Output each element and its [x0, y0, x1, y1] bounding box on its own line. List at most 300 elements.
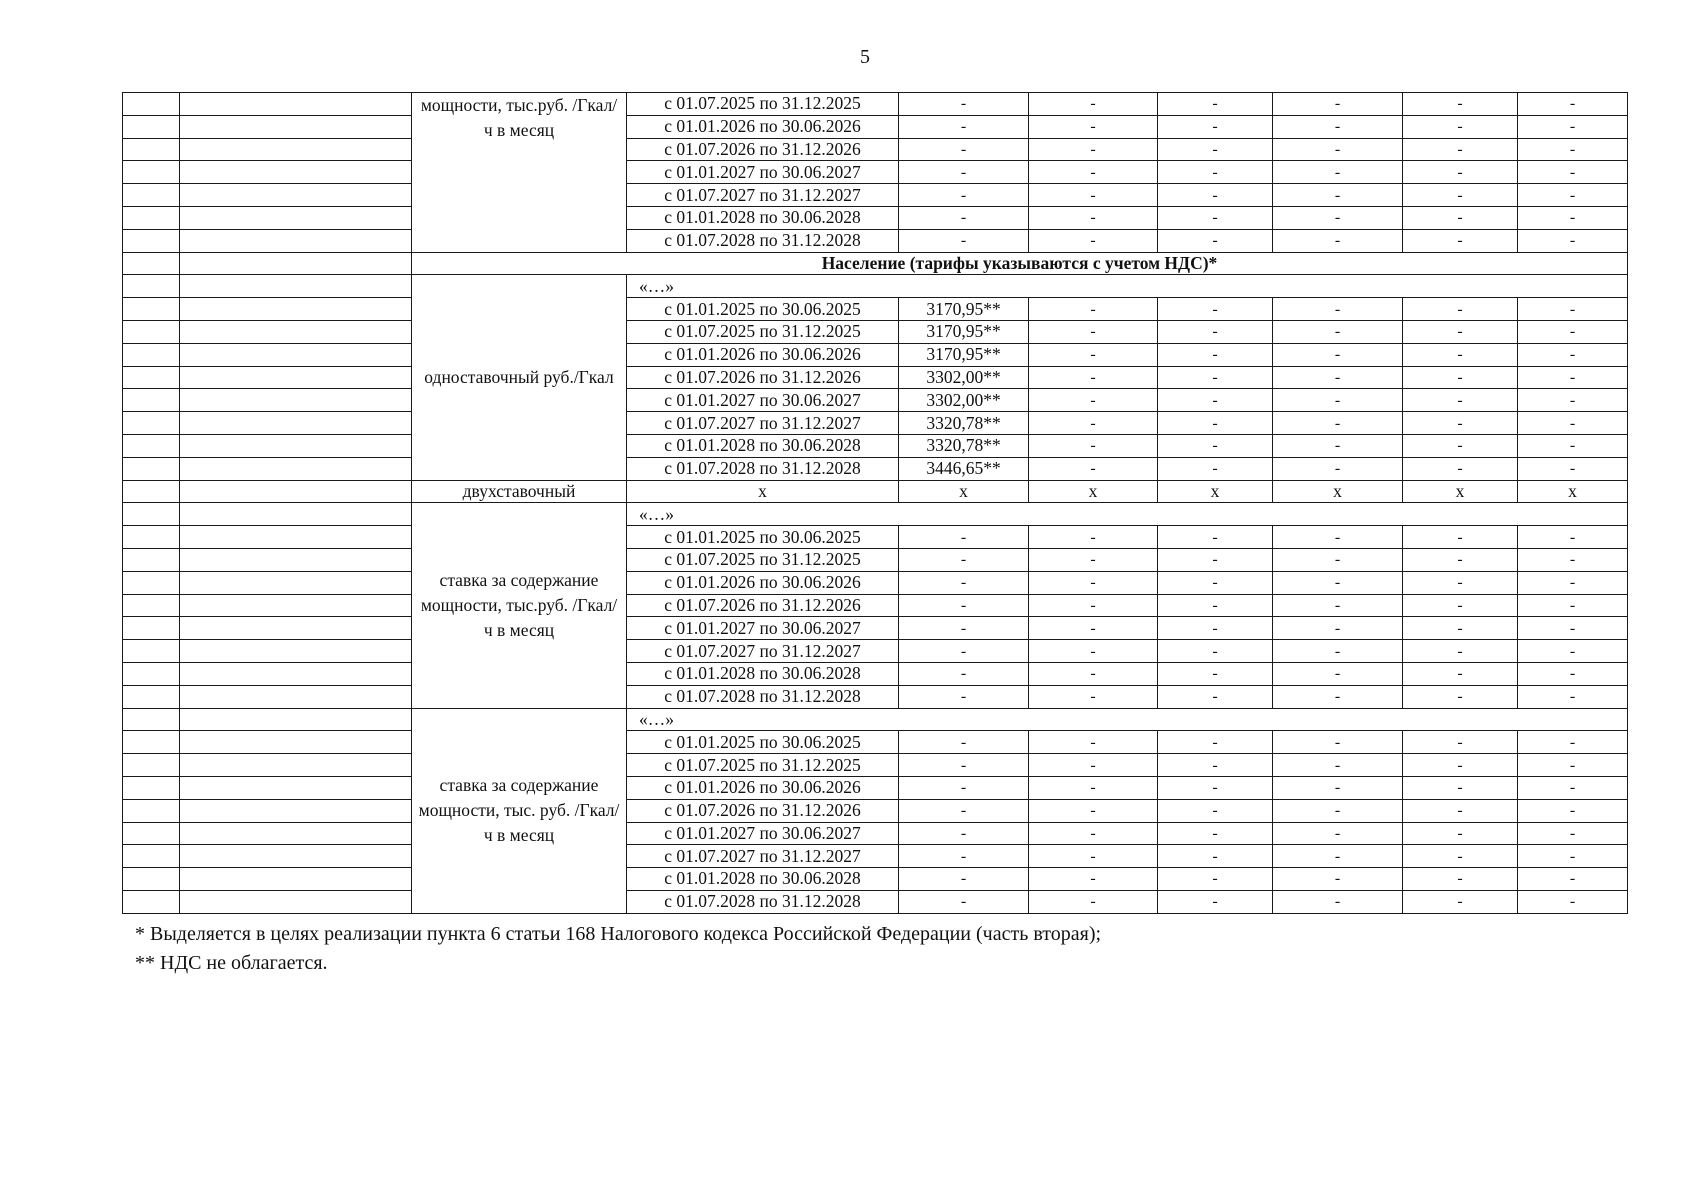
empty-value-cell: - — [1158, 343, 1273, 366]
empty-value-cell: - — [1518, 731, 1628, 754]
number-cell — [123, 275, 180, 298]
empty-value-cell: - — [1403, 184, 1518, 207]
empty-value-cell: - — [1403, 161, 1518, 184]
table-row — [123, 412, 1628, 435]
number-cell — [123, 115, 180, 138]
empty-value-cell: - — [1029, 184, 1158, 207]
number-cell — [123, 206, 180, 229]
empty-value-cell: - — [1273, 754, 1403, 777]
organization-cell — [180, 115, 412, 138]
empty-value-cell: - — [1029, 571, 1158, 594]
empty-value-cell: - — [1273, 845, 1403, 868]
empty-value-cell: - — [899, 868, 1029, 891]
empty-value-cell: - — [1518, 93, 1628, 116]
empty-value-cell: - — [1403, 138, 1518, 161]
number-cell — [123, 640, 180, 663]
empty-value-cell: - — [899, 662, 1029, 685]
empty-value-cell: - — [1273, 206, 1403, 229]
empty-value-cell: - — [1273, 890, 1403, 913]
number-cell — [123, 161, 180, 184]
empty-value-cell: - — [1403, 115, 1518, 138]
table-row — [123, 275, 1628, 298]
empty-value-cell: - — [899, 184, 1029, 207]
empty-value-cell: - — [1273, 115, 1403, 138]
number-cell — [123, 184, 180, 207]
empty-value-cell: - — [1158, 845, 1273, 868]
organization-cell — [180, 412, 412, 435]
empty-value-cell: - — [1518, 776, 1628, 799]
period-cell: с 01.07.2028 по 31.12.2028 — [627, 229, 899, 252]
period-cell: с 01.07.2026 по 31.12.2026 — [627, 594, 899, 617]
organization-cell — [180, 845, 412, 868]
empty-value-cell: - — [1273, 776, 1403, 799]
category-cell: ставка за содержание мощности, тыс. руб. /Гкал/ч в месяц — [412, 708, 627, 913]
section-title: Население (тарифы указываются с учетом НДС)* — [412, 252, 1628, 275]
empty-value-cell: - — [1029, 434, 1158, 457]
empty-value-cell: - — [1273, 93, 1403, 116]
empty-value-cell: - — [1029, 617, 1158, 640]
empty-value-cell: - — [899, 845, 1029, 868]
empty-value-cell: - — [1403, 571, 1518, 594]
organization-cell — [180, 434, 412, 457]
empty-value-cell: - — [1029, 389, 1158, 412]
empty-value-cell: - — [1158, 526, 1273, 549]
number-cell — [123, 822, 180, 845]
empty-value-cell: - — [1029, 776, 1158, 799]
empty-value-cell: - — [1273, 298, 1403, 321]
number-cell — [123, 731, 180, 754]
period-cell: с 01.01.2028 по 30.06.2028 — [627, 434, 899, 457]
empty-value-cell: - — [1518, 548, 1628, 571]
page-number: 5 — [860, 46, 870, 68]
organization-cell — [180, 252, 412, 275]
footnote-vat: * Выделяется в целях реализации пункта 6 статьи 168 Налогового кодекса Российской Федерации (часть вторая); — [135, 923, 1102, 945]
empty-value-cell: - — [1273, 731, 1403, 754]
empty-value-cell: - — [1518, 434, 1628, 457]
organization-cell — [180, 890, 412, 913]
empty-value-cell: - — [1518, 526, 1628, 549]
empty-value-cell: - — [1029, 754, 1158, 777]
organization-cell — [180, 822, 412, 845]
empty-value-cell: - — [1403, 822, 1518, 845]
empty-value-cell: - — [1403, 799, 1518, 822]
organization-cell — [180, 298, 412, 321]
empty-value-cell: - — [1029, 138, 1158, 161]
empty-value-cell: - — [1403, 890, 1518, 913]
tariff-value-cell: 3170,95** — [899, 343, 1029, 366]
number-cell — [123, 754, 180, 777]
empty-value-cell: - — [1158, 93, 1273, 116]
not-applicable-cell: x — [1029, 480, 1158, 503]
organization-cell — [180, 93, 412, 116]
empty-value-cell: - — [1403, 93, 1518, 116]
empty-value-cell: - — [1273, 412, 1403, 435]
empty-value-cell: - — [1273, 640, 1403, 663]
empty-value-cell: - — [1403, 434, 1518, 457]
number-cell — [123, 799, 180, 822]
not-applicable-cell: x — [1158, 480, 1273, 503]
empty-value-cell: - — [1403, 320, 1518, 343]
empty-value-cell: - — [1518, 754, 1628, 777]
table-row — [123, 184, 1628, 207]
empty-value-cell: - — [899, 640, 1029, 663]
period-cell: с 01.01.2025 по 30.06.2025 — [627, 526, 899, 549]
number-cell — [123, 617, 180, 640]
organization-cell — [180, 731, 412, 754]
empty-value-cell: - — [1158, 138, 1273, 161]
organization-cell — [180, 457, 412, 480]
empty-value-cell: - — [1158, 184, 1273, 207]
number-cell — [123, 845, 180, 868]
section-header-row — [123, 252, 1628, 275]
period-cell: с 01.01.2027 по 30.06.2027 — [627, 822, 899, 845]
organization-cell — [180, 366, 412, 389]
organization-cell — [180, 548, 412, 571]
empty-value-cell: - — [1273, 822, 1403, 845]
empty-value-cell: - — [1273, 229, 1403, 252]
empty-value-cell: - — [1403, 548, 1518, 571]
organization-cell — [180, 138, 412, 161]
empty-value-cell: - — [1403, 366, 1518, 389]
empty-value-cell: - — [1518, 206, 1628, 229]
number-cell — [123, 389, 180, 412]
ellipsis-cell: «…» — [627, 503, 1628, 526]
empty-value-cell: - — [1273, 161, 1403, 184]
empty-value-cell: - — [1158, 776, 1273, 799]
table-row — [123, 845, 1628, 868]
empty-value-cell: - — [899, 617, 1029, 640]
empty-value-cell: - — [1158, 868, 1273, 891]
table-row — [123, 138, 1628, 161]
table-row — [123, 594, 1628, 617]
table-row — [123, 434, 1628, 457]
category-cell: двухставочный — [412, 480, 627, 503]
table-row — [123, 799, 1628, 822]
empty-value-cell: - — [1029, 526, 1158, 549]
empty-value-cell: - — [899, 138, 1029, 161]
empty-value-cell: - — [899, 754, 1029, 777]
empty-value-cell: - — [1158, 822, 1273, 845]
empty-value-cell: - — [1158, 548, 1273, 571]
empty-value-cell: - — [1158, 594, 1273, 617]
tariff-table — [122, 92, 1628, 914]
empty-value-cell: - — [1403, 617, 1518, 640]
number-cell — [123, 93, 180, 116]
table-row — [123, 343, 1628, 366]
number-cell — [123, 526, 180, 549]
organization-cell — [180, 617, 412, 640]
empty-value-cell: - — [899, 161, 1029, 184]
empty-value-cell: - — [1403, 298, 1518, 321]
table-row — [123, 161, 1628, 184]
period-cell: с 01.07.2028 по 31.12.2028 — [627, 890, 899, 913]
empty-value-cell: - — [1273, 138, 1403, 161]
empty-value-cell: - — [899, 571, 1029, 594]
period-cell: с 01.07.2027 по 31.12.2027 — [627, 184, 899, 207]
empty-value-cell: - — [1518, 229, 1628, 252]
empty-value-cell: - — [1158, 731, 1273, 754]
organization-cell — [180, 526, 412, 549]
period-cell: с 01.07.2028 по 31.12.2028 — [627, 457, 899, 480]
table-row — [123, 229, 1628, 252]
empty-value-cell: - — [1158, 799, 1273, 822]
table-row — [123, 617, 1628, 640]
footnotes — [135, 920, 1101, 978]
number-cell — [123, 868, 180, 891]
empty-value-cell: - — [1403, 754, 1518, 777]
empty-value-cell: - — [1158, 320, 1273, 343]
period-cell: с 01.01.2026 по 30.06.2026 — [627, 776, 899, 799]
organization-cell — [180, 161, 412, 184]
empty-value-cell: - — [1273, 434, 1403, 457]
table-row — [123, 822, 1628, 845]
organization-cell — [180, 799, 412, 822]
empty-value-cell: - — [1029, 594, 1158, 617]
empty-value-cell: - — [1158, 640, 1273, 663]
empty-value-cell: - — [1518, 640, 1628, 663]
empty-value-cell: - — [1158, 457, 1273, 480]
category-cell: мощности, тыс.руб. /Гкал/ч в месяц — [412, 93, 627, 253]
period-cell: с 01.01.2025 по 30.06.2025 — [627, 298, 899, 321]
number-cell — [123, 229, 180, 252]
empty-value-cell: - — [899, 206, 1029, 229]
not-applicable-cell: x — [1403, 480, 1518, 503]
tariff-value-cell: 3170,95** — [899, 320, 1029, 343]
empty-value-cell: - — [1403, 776, 1518, 799]
organization-cell — [180, 206, 412, 229]
empty-value-cell: - — [1029, 845, 1158, 868]
table-row — [123, 93, 1628, 116]
empty-value-cell: - — [1029, 298, 1158, 321]
empty-value-cell: - — [1273, 799, 1403, 822]
empty-value-cell: - — [1158, 206, 1273, 229]
empty-value-cell: - — [1518, 685, 1628, 708]
empty-value-cell: - — [1518, 389, 1628, 412]
period-cell: с 01.07.2025 по 31.12.2025 — [627, 548, 899, 571]
empty-value-cell: - — [1403, 412, 1518, 435]
empty-value-cell: - — [1273, 184, 1403, 207]
empty-value-cell: - — [1029, 412, 1158, 435]
table-row — [123, 640, 1628, 663]
empty-value-cell: - — [1029, 868, 1158, 891]
number-cell — [123, 138, 180, 161]
period-cell: с 01.07.2028 по 31.12.2028 — [627, 685, 899, 708]
period-cell: с 01.01.2026 по 30.06.2026 — [627, 115, 899, 138]
table-row — [123, 890, 1628, 913]
number-cell — [123, 298, 180, 321]
organization-cell — [180, 754, 412, 777]
period-cell: с 01.01.2027 по 30.06.2027 — [627, 389, 899, 412]
number-cell — [123, 480, 180, 503]
empty-value-cell: - — [1403, 868, 1518, 891]
empty-value-cell: - — [1029, 229, 1158, 252]
empty-value-cell: - — [1518, 320, 1628, 343]
tariff-value-cell: 3320,78** — [899, 434, 1029, 457]
period-cell: с 01.01.2028 по 30.06.2028 — [627, 206, 899, 229]
empty-value-cell: - — [1403, 731, 1518, 754]
tariff-value-cell: 3446,65** — [899, 457, 1029, 480]
table-row — [123, 708, 1628, 731]
period-cell: с 01.07.2027 по 31.12.2027 — [627, 640, 899, 663]
empty-value-cell: - — [899, 890, 1029, 913]
empty-value-cell: - — [1518, 184, 1628, 207]
empty-value-cell: - — [1403, 229, 1518, 252]
empty-value-cell: - — [1029, 320, 1158, 343]
table-row — [123, 503, 1628, 526]
empty-value-cell: - — [1158, 366, 1273, 389]
empty-value-cell: - — [1158, 412, 1273, 435]
empty-value-cell: - — [1029, 343, 1158, 366]
empty-value-cell: - — [1158, 434, 1273, 457]
empty-value-cell: - — [1158, 571, 1273, 594]
not-applicable-cell: x — [1518, 480, 1628, 503]
empty-value-cell: - — [1273, 457, 1403, 480]
empty-value-cell: - — [1518, 412, 1628, 435]
empty-value-cell: - — [1518, 138, 1628, 161]
table-row — [123, 526, 1628, 549]
table-row — [123, 480, 1628, 503]
empty-value-cell: - — [899, 776, 1029, 799]
period-cell: с 01.01.2026 по 30.06.2026 — [627, 571, 899, 594]
number-cell — [123, 457, 180, 480]
table-row — [123, 389, 1628, 412]
number-cell — [123, 412, 180, 435]
period-cell: с 01.01.2028 по 30.06.2028 — [627, 662, 899, 685]
empty-value-cell: - — [1029, 662, 1158, 685]
empty-value-cell: - — [899, 822, 1029, 845]
empty-value-cell: - — [1273, 343, 1403, 366]
table-row — [123, 298, 1628, 321]
organization-cell — [180, 685, 412, 708]
empty-value-cell: - — [1518, 115, 1628, 138]
table-row — [123, 662, 1628, 685]
period-cell: с 01.07.2025 по 31.12.2025 — [627, 754, 899, 777]
number-cell — [123, 708, 180, 731]
empty-value-cell: - — [1518, 845, 1628, 868]
organization-cell — [180, 480, 412, 503]
table-row — [123, 776, 1628, 799]
organization-cell — [180, 662, 412, 685]
empty-value-cell: - — [1029, 93, 1158, 116]
empty-value-cell: - — [1518, 366, 1628, 389]
tariff-value-cell: 3302,00** — [899, 366, 1029, 389]
empty-value-cell: - — [899, 93, 1029, 116]
empty-value-cell: - — [1158, 229, 1273, 252]
empty-value-cell: - — [1518, 868, 1628, 891]
footnote-no-vat: ** НДС не облагается. — [135, 952, 328, 974]
empty-value-cell: - — [1273, 389, 1403, 412]
empty-value-cell: - — [899, 594, 1029, 617]
table-row — [123, 206, 1628, 229]
period-cell: с 01.07.2026 по 31.12.2026 — [627, 799, 899, 822]
empty-value-cell: - — [1273, 662, 1403, 685]
period-cell: с 01.01.2026 по 30.06.2026 — [627, 343, 899, 366]
table-row — [123, 366, 1628, 389]
empty-value-cell: - — [1273, 617, 1403, 640]
number-cell — [123, 320, 180, 343]
empty-value-cell: - — [1403, 662, 1518, 685]
empty-value-cell: - — [1403, 206, 1518, 229]
table-row — [123, 868, 1628, 891]
empty-value-cell: - — [1158, 754, 1273, 777]
empty-value-cell: - — [1273, 320, 1403, 343]
number-cell — [123, 548, 180, 571]
organization-cell — [180, 320, 412, 343]
empty-value-cell: - — [1403, 389, 1518, 412]
empty-value-cell: - — [1403, 457, 1518, 480]
empty-value-cell: - — [899, 685, 1029, 708]
number-cell — [123, 571, 180, 594]
empty-value-cell: - — [899, 526, 1029, 549]
empty-value-cell: - — [1403, 685, 1518, 708]
organization-cell — [180, 503, 412, 526]
empty-value-cell: - — [1518, 161, 1628, 184]
empty-value-cell: - — [1158, 685, 1273, 708]
organization-cell — [180, 708, 412, 731]
number-cell — [123, 776, 180, 799]
empty-value-cell: - — [1273, 366, 1403, 389]
number-cell — [123, 252, 180, 275]
number-cell — [123, 890, 180, 913]
table-row — [123, 571, 1628, 594]
empty-value-cell: - — [1403, 594, 1518, 617]
empty-value-cell: - — [1029, 161, 1158, 184]
empty-value-cell: - — [1029, 115, 1158, 138]
organization-cell — [180, 776, 412, 799]
empty-value-cell: - — [899, 799, 1029, 822]
number-cell — [123, 594, 180, 617]
organization-cell — [180, 640, 412, 663]
period-cell: с 01.07.2027 по 31.12.2027 — [627, 412, 899, 435]
table-row — [123, 320, 1628, 343]
organization-cell — [180, 184, 412, 207]
empty-value-cell: - — [1273, 868, 1403, 891]
period-cell: с 01.01.2027 по 30.06.2027 — [627, 617, 899, 640]
empty-value-cell: - — [1029, 548, 1158, 571]
number-cell — [123, 434, 180, 457]
empty-value-cell: - — [1518, 343, 1628, 366]
empty-value-cell: - — [1273, 685, 1403, 708]
organization-cell — [180, 343, 412, 366]
period-cell: с 01.07.2025 по 31.12.2025 — [627, 93, 899, 116]
empty-value-cell: - — [1518, 617, 1628, 640]
empty-value-cell: - — [1518, 822, 1628, 845]
number-cell — [123, 662, 180, 685]
period-cell: с 01.01.2027 по 30.06.2027 — [627, 161, 899, 184]
number-cell — [123, 366, 180, 389]
empty-value-cell: - — [1273, 526, 1403, 549]
empty-value-cell: - — [1403, 343, 1518, 366]
empty-value-cell: - — [899, 548, 1029, 571]
empty-value-cell: - — [1029, 822, 1158, 845]
period-cell: с 01.07.2026 по 31.12.2026 — [627, 138, 899, 161]
category-cell: ставка за содержание мощности, тыс.руб. /Гкал/ч в месяц — [412, 503, 627, 708]
ellipsis-cell: «…» — [627, 275, 1628, 298]
empty-value-cell: - — [1403, 640, 1518, 663]
empty-value-cell: - — [899, 731, 1029, 754]
empty-value-cell: - — [1158, 890, 1273, 913]
period-cell: с 01.07.2027 по 31.12.2027 — [627, 845, 899, 868]
not-applicable-cell: x — [1273, 480, 1403, 503]
organization-cell — [180, 594, 412, 617]
empty-value-cell: - — [1158, 298, 1273, 321]
empty-value-cell: - — [1029, 206, 1158, 229]
table-row — [123, 115, 1628, 138]
empty-value-cell: - — [1518, 298, 1628, 321]
tariff-value-cell: 3170,95** — [899, 298, 1029, 321]
tariff-value-cell: 3320,78** — [899, 412, 1029, 435]
empty-value-cell: - — [1518, 571, 1628, 594]
